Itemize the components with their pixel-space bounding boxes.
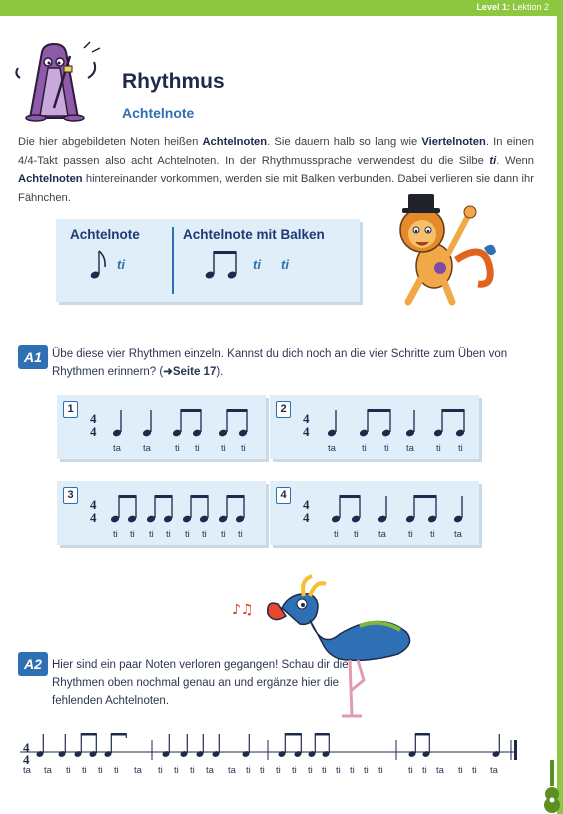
final-bar-thick — [514, 740, 517, 760]
syllable: ti — [430, 529, 435, 540]
syllable: ti — [336, 765, 341, 776]
syllable: ti — [334, 529, 339, 540]
a1-instructions: Übe diese vier Rhythmen einzeln. Kannst du dich noch an die vier Schritte zum Üben von Rhythmen erinnern? (➜Seite 17). — [52, 348, 508, 378]
note-quarter — [142, 410, 152, 437]
rhythm-notation — [270, 395, 479, 459]
note-quarter — [58, 734, 67, 758]
beamed-eighth-heading: Achtelnote mit Balken — [183, 227, 325, 242]
single-eighth-syllable: ti — [117, 257, 125, 272]
syllable: ti — [190, 765, 195, 776]
syllable: ta — [113, 443, 121, 454]
syllable: ti — [378, 765, 383, 776]
rhythm-exercise-1 — [57, 395, 266, 459]
a2-badge: A2 — [18, 652, 48, 676]
note-beamed-pair — [405, 495, 437, 523]
syllable: ti — [113, 529, 118, 540]
syllable: ta — [206, 765, 214, 776]
line-syllables — [20, 762, 530, 778]
time-sig-bottom: 4 — [303, 510, 310, 525]
time-sig-top: 4 — [90, 411, 97, 426]
syllable: ti — [174, 765, 179, 776]
syllable: ti — [130, 529, 135, 540]
syllable: ti — [364, 765, 369, 776]
syllable: ta — [490, 765, 498, 776]
syllable: ta — [44, 765, 52, 776]
note-beamed-pair — [359, 409, 391, 437]
syllable: ti — [149, 529, 154, 540]
note-beamed-pair — [433, 409, 465, 437]
syllable: ti — [82, 765, 87, 776]
syllable: ti — [408, 765, 413, 776]
lesson-label: Level 1: Lektion 2 — [476, 2, 549, 12]
syllable: ta — [406, 443, 414, 454]
note-quarter — [112, 410, 122, 437]
note-beamed-pair — [218, 495, 245, 523]
note-quarter — [453, 496, 463, 523]
syllable: ti — [221, 529, 226, 540]
beamed-syllable-1: ti — [253, 257, 261, 272]
a2-instructions: Hier sind ein paar Noten verloren gegangen! Schau dir die Rhythmen oben nochmal genau an und ergänze hier die fehlenden Achtelnoten. — [52, 659, 349, 707]
syllable: ti — [362, 443, 367, 454]
note-quarter — [242, 734, 251, 758]
note-beamed-pair — [331, 495, 361, 523]
exercise-number: 4 — [276, 487, 291, 504]
note-quarter — [212, 734, 221, 758]
syllable: ti — [202, 529, 207, 540]
note-quarter — [492, 734, 501, 758]
note-beamed-pair — [278, 733, 303, 758]
time-sig-top: 4 — [303, 497, 310, 512]
syllable: ti — [260, 765, 265, 776]
syllable: ti — [175, 443, 180, 454]
syllable: ti — [276, 765, 281, 776]
side-stripe — [557, 16, 563, 814]
metronome-icon — [12, 38, 104, 122]
rhythm-exercise-2 — [270, 395, 479, 459]
svg-text:♪♫: ♪♫ — [232, 602, 254, 618]
syllable: ti — [308, 765, 313, 776]
syllable: ta — [328, 443, 336, 454]
note-quarter — [327, 410, 337, 437]
single-eighth-heading: Achtelnote — [70, 227, 140, 242]
syllable: ti — [292, 765, 297, 776]
note-quarter — [36, 734, 45, 758]
syllable: ti — [66, 765, 71, 776]
note-beamed-pair — [308, 733, 331, 758]
definition-box — [56, 219, 360, 302]
syllable: ti — [195, 443, 200, 454]
syllable: ti — [408, 529, 413, 540]
syllable: ti — [221, 443, 226, 454]
time-sig-top: 4 — [303, 411, 310, 426]
note-beamed-pair — [182, 495, 209, 523]
exercise-number: 1 — [63, 401, 78, 418]
syllable: ti — [166, 529, 171, 540]
guitar-icon — [544, 760, 560, 814]
header-bar — [0, 0, 563, 16]
intro-paragraph: Die hier abgebildeten Noten heißen Achtelnoten. Sie dauern halb so lang wie Viertelnoten. In einen 4/4-Takt passen also acht Achtelnoten. In der Rhythmussprache verwendest du die Silbe ti. Wenn Achtelnoten hintereinander vorkommen, werden sie mit Balken verbunden. Dabei verlieren sie dann ihr Fähnchen. — [18, 136, 534, 204]
page-subtitle: Achtelnote — [122, 105, 195, 121]
syllable: ti — [472, 765, 477, 776]
syllable: ta — [436, 765, 444, 776]
syllable: ta — [23, 765, 31, 776]
syllable: ti — [241, 443, 246, 454]
time-sig-bottom: 4 — [90, 424, 97, 439]
page-title: Rhythmus — [122, 70, 225, 93]
syllable: ti — [422, 765, 427, 776]
syllable: ti — [114, 765, 119, 776]
syllable: ti — [458, 765, 463, 776]
lion-mascot-icon — [386, 190, 498, 308]
syllable: ti — [158, 765, 163, 776]
time-sig-bottom: 4 — [303, 424, 310, 439]
note-quarter — [405, 410, 415, 437]
a1-badge: A1 — [18, 345, 48, 369]
syllable: ta — [378, 529, 386, 540]
note-beamed-pair — [74, 733, 98, 758]
rhythm-notation — [270, 481, 479, 545]
syllable: ta — [134, 765, 142, 776]
syllable: ti — [436, 443, 441, 454]
note-beamed-pair — [110, 495, 137, 523]
time-sig-bottom: 4 — [90, 510, 97, 525]
syllable: ti — [185, 529, 190, 540]
note-eighth-stem — [162, 734, 171, 758]
note-beamed-pair — [408, 733, 431, 758]
syllable: ta — [228, 765, 236, 776]
note-quarter — [377, 496, 387, 523]
time-sig-top: 4 — [90, 497, 97, 512]
note-beamed-pair — [218, 409, 248, 437]
rhythm-exercise-3 — [57, 481, 266, 545]
note-beamed-pair — [146, 495, 173, 523]
exercise-number: 3 — [63, 487, 78, 504]
syllable: ti — [458, 443, 463, 454]
definition-notes — [56, 219, 360, 302]
beamed-syllable-2: ti — [281, 257, 289, 272]
syllable: ti — [238, 529, 243, 540]
syllable: ta — [454, 529, 462, 540]
syllable: ti — [384, 443, 389, 454]
time-sig-top: 4 — [23, 740, 30, 755]
syllable: ta — [143, 443, 151, 454]
rhythm-notation — [57, 481, 266, 545]
rhythm-notation — [57, 395, 266, 459]
syllable: ti — [246, 765, 251, 776]
syllable: ti — [350, 765, 355, 776]
rhythm-exercise-4 — [270, 481, 479, 545]
syllable: ti — [98, 765, 103, 776]
note-beamed-pair — [104, 733, 127, 758]
exercise-number: 2 — [276, 401, 291, 418]
note-beamed-pair — [180, 734, 205, 758]
syllable: ti — [322, 765, 327, 776]
time-sig-bottom: 4 — [23, 752, 30, 767]
note-beamed-pair — [172, 409, 202, 437]
syllable: ti — [354, 529, 359, 540]
